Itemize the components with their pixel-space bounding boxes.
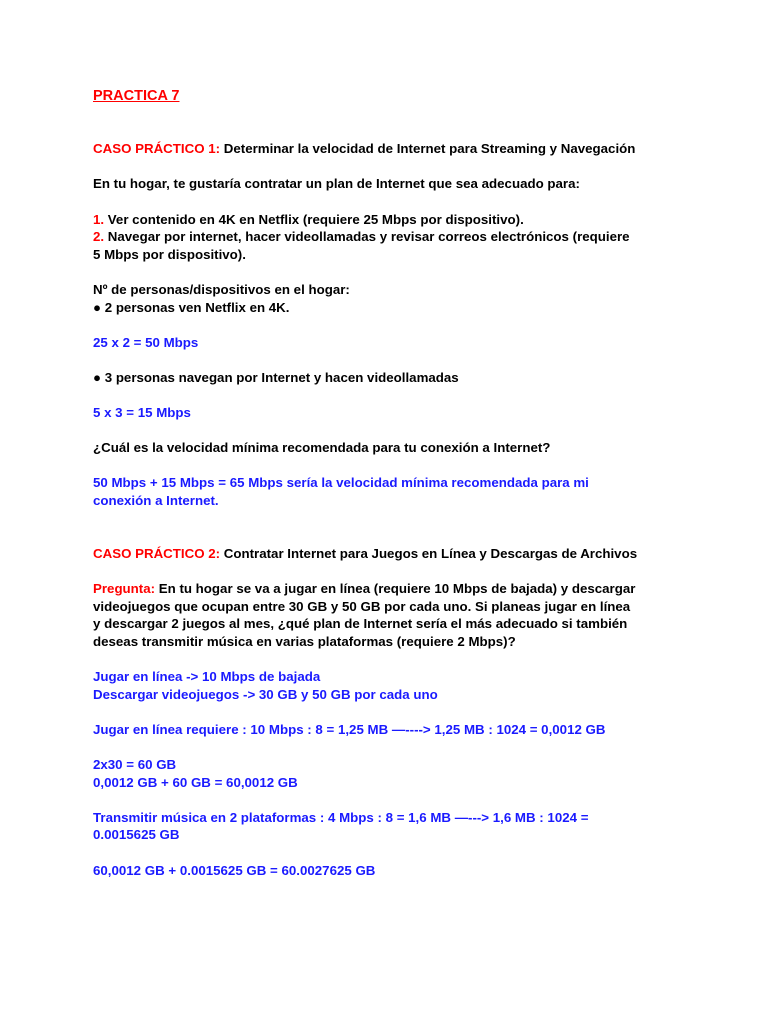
work-line-sum-1: 0,0012 GB + 60 GB = 60,0012 GB	[93, 774, 298, 790]
bullet-browsing: ● 3 personas navegan por Internet y hacen videollamadas	[93, 369, 459, 385]
item-1-number: 1.	[93, 211, 105, 227]
bullet-netflix: ● 2 personas ven Netflix en 4K.	[93, 299, 290, 315]
case2-heading	[93, 545, 693, 563]
case1-label: CASO PRÁCTICO 1:	[93, 141, 221, 157]
work-line-gaming: Jugar en línea -> 10 Mbps de bajada	[93, 669, 321, 684]
item-2-number: 2.	[93, 229, 105, 245]
case2-question-line-2: videojuegos que ocupan entre 30 GB y 50 GB por cada uno. Si planeas jugar en línea	[93, 598, 631, 614]
case2-question-line-4: deseas transmitir música en varias plataformas (requiere 2 Mbps)?	[93, 633, 516, 649]
case1-intro: En tu hogar, te gustaría contratar un plan de Internet que sea adecuado para:	[93, 176, 580, 192]
devices-heading: Nº de personas/dispositivos en el hogar:	[93, 281, 350, 297]
case1-item-2	[93, 228, 693, 246]
case1-question: ¿Cuál es la velocidad mínima recomendada para tu conexión a Internet?	[93, 440, 551, 456]
case2-question-line-1	[93, 580, 693, 598]
work-line-music-result: 0.0015625 GB	[93, 827, 180, 843]
item-1-text: Ver contenido en 4K en Netflix (requiere 25 Mbps por dispositivo).	[104, 211, 524, 227]
case2-question-line-3: y descargar 2 juegos al mes, ¿qué plan de Internet sería el más adecuado si también	[93, 616, 628, 632]
question-text: En tu hogar se va a jugar en línea (requiere 10 Mbps de bajada) y descargar	[155, 581, 636, 597]
case2-heading-text: Contratar Internet para Juegos en Línea y Descargas de Archivos	[220, 545, 638, 561]
question-label: Pregunta:	[93, 581, 156, 597]
calc-netflix: 25 x 2 = 50 Mbps	[93, 334, 199, 350]
work-line-gaming-calc: Jugar en línea requiere : 10 Mbps : 8 = 1,25 MB —----> 1,25 MB : 1024 = 0,0012 GB	[93, 721, 606, 737]
case1-answer-line-2: conexión a Internet.	[93, 493, 219, 509]
case1-item-2-cont: 5 Mbps por dispositivo).	[93, 246, 246, 262]
calc-browsing: 5 x 3 = 15 Mbps	[93, 405, 191, 421]
case1-answer-line-1: 50 Mbps + 15 Mbps = 65 Mbps sería la velocidad mínima recomendada para mi	[93, 475, 589, 491]
work-line-games-total: 2x30 = 60 GB	[93, 756, 177, 772]
work-line-final-total: 60,0012 GB + 0.0015625 GB = 60.0027625 GB	[93, 862, 376, 878]
page-title: PRACTICA 7	[93, 88, 180, 104]
case1-heading-text: Determinar la velocidad de Internet para Streaming y Navegación	[220, 141, 636, 157]
case2-label: CASO PRÁCTICO 2:	[93, 545, 221, 561]
case1-heading	[93, 140, 693, 158]
work-line-downloads: Descargar videojuegos -> 30 GB y 50 GB por cada uno	[93, 686, 438, 702]
document-page	[93, 87, 693, 879]
case1-item-1	[93, 211, 693, 229]
item-2-text: Navegar por internet, hacer videollamadas y revisar correos electrónicos (requiere	[104, 229, 630, 245]
work-line-music-calc: Transmitir música en 2 plataformas : 4 Mbps : 8 = 1,6 MB —---> 1,6 MB : 1024 =	[93, 809, 589, 825]
